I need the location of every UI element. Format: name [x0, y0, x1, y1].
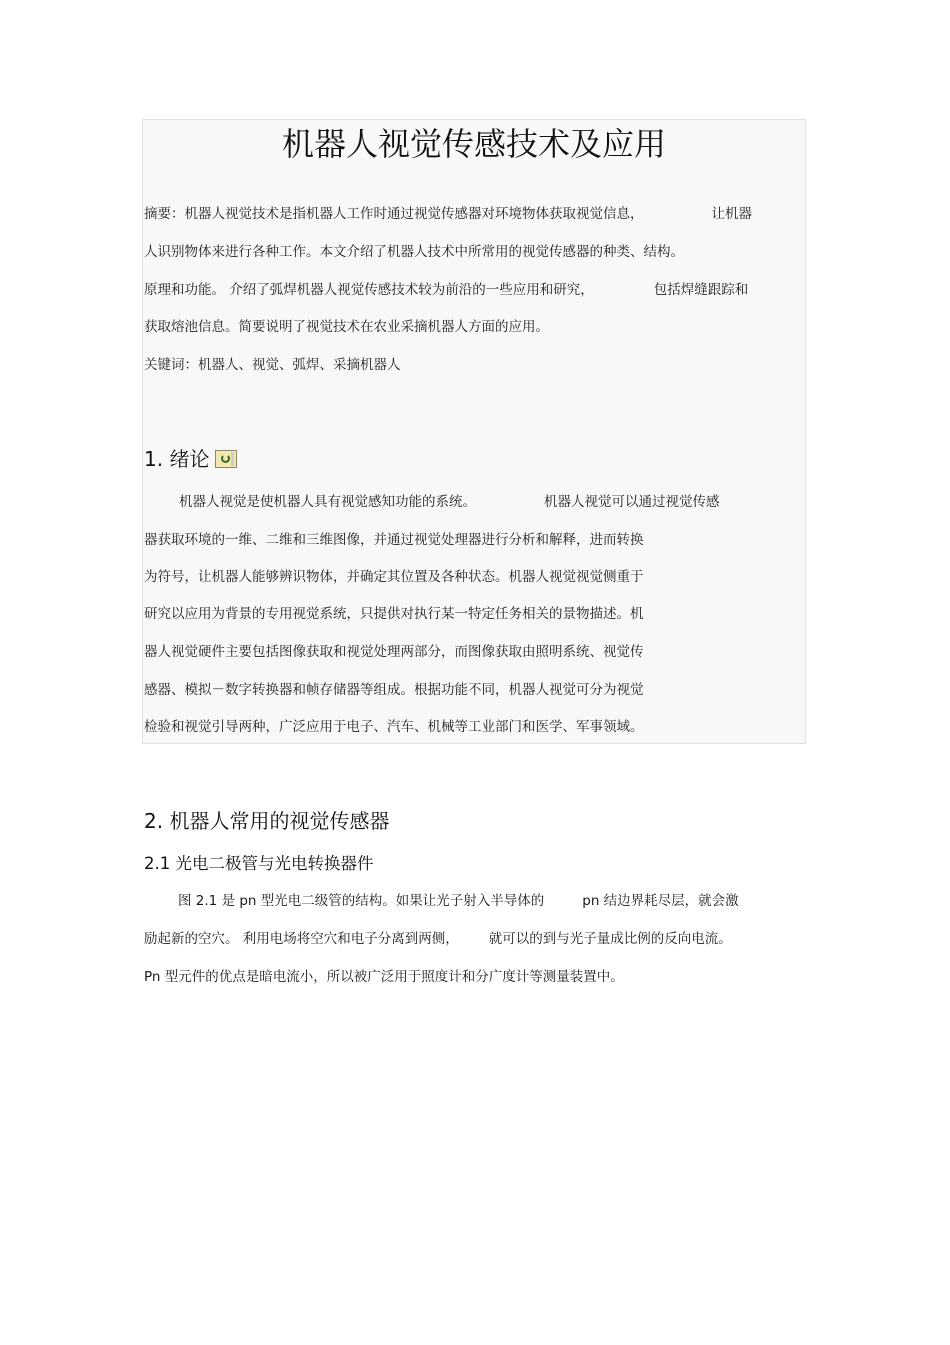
- abstract-line: 原理和功能。 介绍了弧焊机器人视觉传感技术较为前沿的一些应用和研究， 包括焊缝跟踪和: [144, 282, 749, 298]
- section-1-line: 感器、模拟－数字转换器和帧存储器等组成。根据功能不同，机器人视觉可分为视觉: [144, 682, 644, 698]
- section-2-line: 励起新的空穴。 利用电场将空穴和电子分离到两侧， 就可以的到与光子量成比例的反向电流。: [144, 931, 732, 947]
- section-1-line: 检验和视觉引导两种，广泛应用于电子、汽车、机械等工业部门和医学、军事领域。: [144, 719, 644, 735]
- section-2-1-heading: 2.1 光电二极管与光电转换器件: [144, 854, 374, 873]
- page-title: 机器人视觉传感技术及应用: [281, 125, 666, 163]
- section-2-line: Pn 型元件的优点是暗电流小，所以被广泛用于照度计和分广度计等测量装置中。: [144, 969, 624, 985]
- keywords-line: 关键词：机器人、视觉、弧焊、采摘机器人: [144, 357, 401, 373]
- abstract-line: 获取熔池信息。简要说明了视觉技术在农业采摘机器人方面的应用。: [144, 319, 549, 335]
- abstract-line: 人识别物体来进行各种工作。本文介绍了机器人技术中所常用的视觉传感器的种类、结构。: [144, 244, 684, 260]
- document-link-icon[interactable]: [215, 450, 237, 468]
- section-2-heading: 2. 机器人常用的视觉传感器: [144, 809, 390, 833]
- section-1-line: 器获取环境的一维、二维和三维图像，并通过视觉处理器进行分析和解释，进而转换: [144, 532, 644, 548]
- abstract-line: 摘要：机器人视觉技术是指机器人工作时通过视觉传感器对环境物体获取视觉信息， 让机器: [144, 206, 752, 222]
- section-1-line: 器人视觉硬件主要包括图像获取和视觉处理两部分，而图像获取由照明系统、视觉传: [144, 644, 644, 660]
- section-1-heading: 1. 绪论: [144, 445, 237, 473]
- section-1-line: 为符号，让机器人能够辨识物体，并确定其位置及各种状态。机器人视觉视觉侧重于: [144, 569, 644, 585]
- section-1-line: 机器人视觉是使机器人具有视觉感知功能的系统。 机器人视觉可以通过视觉传感: [179, 494, 720, 510]
- section-2-line: 图 2.1 是 pn 型光电二级管的结构。如果让光子射入半导体的 pn 结边界耗尽层，就会激: [178, 893, 739, 909]
- section-1-line: 研究以应用为背景的专用视觉系统，只提供对执行某一特定任务相关的景物描述。机: [144, 606, 644, 622]
